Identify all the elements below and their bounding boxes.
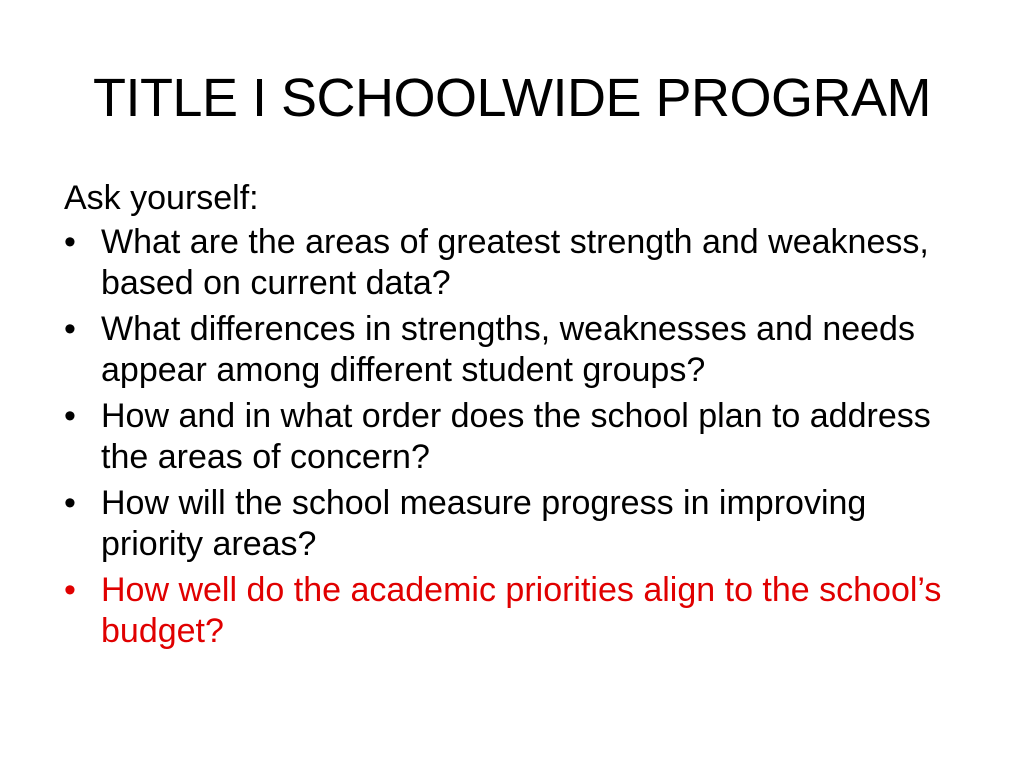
list-item	[64, 483, 964, 565]
bullet-icon: •	[64, 571, 76, 609]
list-item	[64, 222, 964, 304]
list-item-text: What are the areas of greatest strength and weakness, based on current data?	[101, 223, 929, 302]
list-item-text: How and in what order does the school plan to address the areas of concern?	[101, 397, 931, 476]
list-item-highlighted	[64, 570, 964, 652]
list-item-text: How will the school measure progress in improving priority areas?	[101, 484, 867, 563]
list-item-text: What differences in strengths, weaknesses and needs appear among different student groups?	[101, 310, 915, 389]
bullet-icon: •	[64, 223, 76, 261]
list-item	[64, 396, 964, 478]
intro-text: Ask yourself:	[64, 179, 259, 217]
list-item	[64, 309, 964, 391]
slide-body	[64, 178, 964, 657]
slide-title: TITLE I SCHOOLWIDE PROGRAM	[92, 68, 932, 128]
question-list	[64, 222, 964, 652]
list-item-text: How well do the academic priorities align to the school’s budget?	[101, 571, 942, 650]
bullet-icon: •	[64, 310, 76, 348]
bullet-icon: •	[64, 484, 76, 522]
bullet-icon: •	[64, 397, 76, 435]
